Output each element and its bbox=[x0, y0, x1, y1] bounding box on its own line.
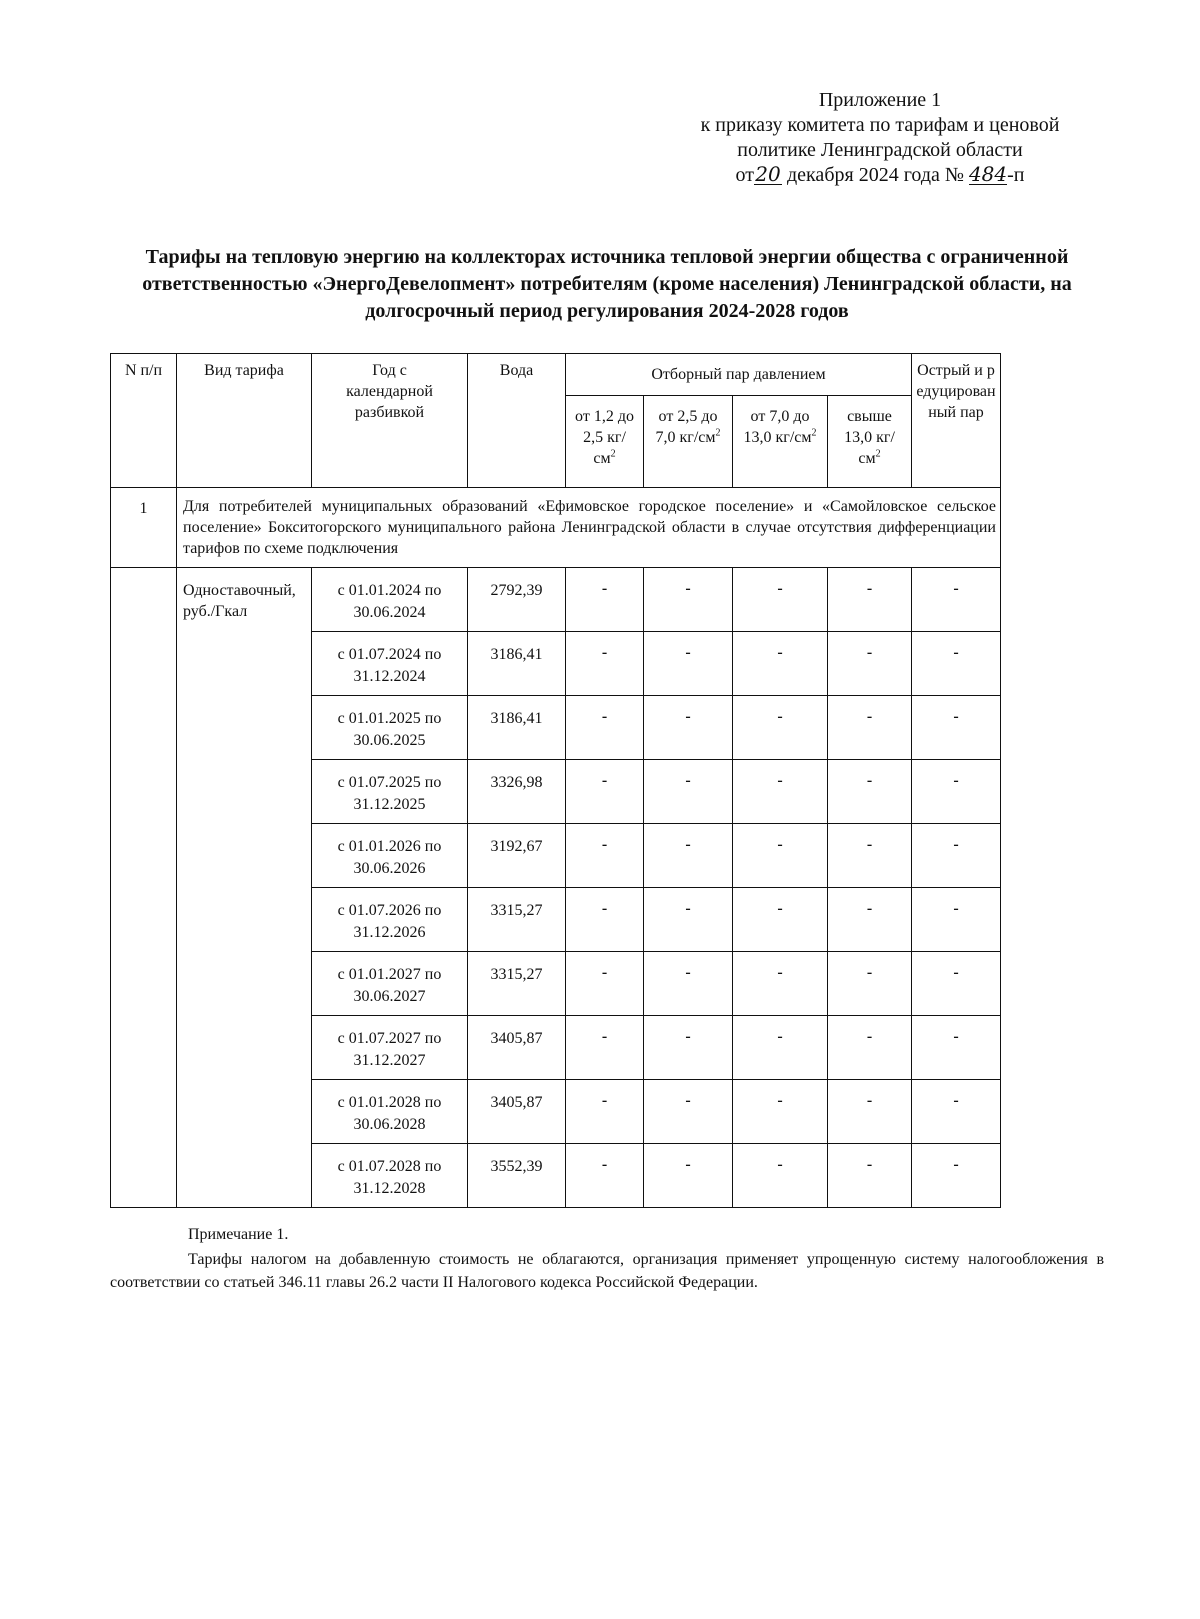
dash-value: - bbox=[685, 1028, 691, 1045]
steam-cell-3 bbox=[733, 1144, 828, 1208]
header-steam-4-label: свыше 13,0 кг/см bbox=[844, 408, 895, 467]
acute-steam-cell bbox=[912, 1080, 1001, 1144]
steam-cell-4 bbox=[828, 696, 912, 760]
steam-cell-3 bbox=[733, 568, 828, 632]
water-value: 3186,41 bbox=[490, 646, 543, 663]
dash-value: - bbox=[953, 644, 959, 661]
period-text: с 01.07.2024 по 31.12.2024 bbox=[337, 646, 442, 685]
dash-value: - bbox=[601, 644, 608, 661]
steam-cell-2 bbox=[644, 696, 733, 760]
water-value: 3552,39 bbox=[490, 1158, 543, 1175]
period-text: с 01.01.2027 по 30.06.2027 bbox=[337, 966, 442, 1005]
dash-value: - bbox=[866, 1092, 873, 1109]
dash-value: - bbox=[685, 900, 691, 917]
dash-value: - bbox=[866, 772, 873, 789]
steam-cell-1 bbox=[566, 824, 644, 888]
dash-value: - bbox=[601, 836, 608, 853]
dash-value: - bbox=[777, 900, 783, 917]
steam-cell-1 bbox=[566, 696, 644, 760]
period-text: с 01.01.2026 по 30.06.2026 bbox=[337, 838, 442, 877]
water-cell bbox=[468, 824, 566, 888]
date-rest: декабря 2024 года № bbox=[786, 164, 964, 186]
period-cell bbox=[312, 568, 468, 632]
appendix-line-3: политике Ленинградской области bbox=[737, 139, 1023, 161]
note-title: Примечание 1. bbox=[188, 1226, 289, 1243]
period-text: с 01.07.2028 по 31.12.2028 bbox=[337, 1158, 442, 1197]
note-text: Тарифы налогом на добавленную стоимость не облагаются, организация применяет упрощенную систему налогообложения в соответствии со статьей 346.11 главы 26.2 части II Налогового кодекса Российской Федерации. bbox=[110, 1251, 1104, 1291]
dash-value: - bbox=[866, 900, 873, 917]
date-day: 20 bbox=[755, 162, 781, 186]
dash-value: - bbox=[953, 836, 959, 853]
steam-cell-1 bbox=[566, 1016, 644, 1080]
water-cell bbox=[468, 1016, 566, 1080]
steam-cell-3 bbox=[733, 1080, 828, 1144]
dash-value: - bbox=[777, 1092, 783, 1109]
period-text: с 01.07.2027 по 31.12.2027 bbox=[337, 1030, 442, 1069]
steam-cell-4 bbox=[828, 1080, 912, 1144]
steam-cell-3 bbox=[733, 760, 828, 824]
steam-cell-2 bbox=[644, 824, 733, 888]
dash-value: - bbox=[601, 1156, 608, 1173]
steam-cell-4 bbox=[828, 568, 912, 632]
steam-cell-3 bbox=[733, 1016, 828, 1080]
dash-value: - bbox=[866, 836, 873, 853]
steam-cell-4 bbox=[828, 1144, 912, 1208]
period-cell bbox=[312, 1144, 468, 1208]
header-type: Вид тарифа bbox=[177, 354, 312, 488]
document-title: Тарифы на тепловую энергию на коллекторах источника тепловой энергии общества с ограниченной ответственностью «ЭнергоДевелопмент» потребителям (кроме населения) Ленинградской области, на долгосрочный период регулирования 2024-2028 годов bbox=[142, 246, 1072, 322]
steam-cell-3 bbox=[733, 952, 828, 1016]
water-cell bbox=[468, 1144, 566, 1208]
water-value: 3326,98 bbox=[490, 774, 543, 791]
header-steam-1-sup: 2 bbox=[610, 448, 616, 460]
acute-steam-cell bbox=[912, 824, 1001, 888]
dash-value: - bbox=[953, 1028, 959, 1045]
header-steam-group: Отборный пар давлением bbox=[566, 354, 912, 396]
acute-steam-cell bbox=[912, 568, 1001, 632]
dash-value: - bbox=[777, 836, 783, 853]
period-cell bbox=[312, 824, 468, 888]
period-cell bbox=[312, 696, 468, 760]
water-cell bbox=[468, 632, 566, 696]
order-suffix: -п bbox=[1007, 164, 1025, 186]
tariff-type-cell bbox=[177, 568, 312, 1208]
steam-cell-1 bbox=[566, 760, 644, 824]
water-cell bbox=[468, 760, 566, 824]
dash-value: - bbox=[777, 644, 783, 661]
acute-steam-cell bbox=[912, 888, 1001, 952]
period-text: с 01.07.2026 по 31.12.2026 bbox=[337, 902, 442, 941]
dash-value: - bbox=[601, 708, 608, 725]
dash-value: - bbox=[685, 1092, 691, 1109]
period-text: с 01.07.2025 по 31.12.2025 bbox=[337, 774, 442, 813]
header-steam-3 bbox=[733, 396, 828, 488]
order-number: 484 bbox=[968, 162, 1008, 186]
dash-value: - bbox=[953, 580, 959, 597]
period-cell bbox=[312, 888, 468, 952]
tariff-table bbox=[110, 353, 1001, 1208]
steam-cell-2 bbox=[644, 1080, 733, 1144]
dash-value: - bbox=[685, 772, 691, 789]
acute-steam-cell bbox=[912, 1144, 1001, 1208]
period-cell bbox=[312, 952, 468, 1016]
steam-cell-2 bbox=[644, 760, 733, 824]
steam-cell-2 bbox=[644, 568, 733, 632]
dash-value: - bbox=[601, 772, 608, 789]
header-steam-2-label: от 2,5 до 7,0 кг/см bbox=[655, 408, 718, 446]
steam-cell-3 bbox=[733, 888, 828, 952]
dash-value: - bbox=[601, 1092, 608, 1109]
acute-steam-cell bbox=[912, 952, 1001, 1016]
dash-value: - bbox=[777, 772, 783, 789]
water-value: 3315,27 bbox=[490, 966, 543, 983]
water-cell bbox=[468, 888, 566, 952]
water-cell bbox=[468, 952, 566, 1016]
dash-value: - bbox=[601, 580, 608, 597]
steam-cell-1 bbox=[566, 632, 644, 696]
header-steam-1 bbox=[566, 396, 644, 488]
steam-cell-2 bbox=[644, 632, 733, 696]
dash-value: - bbox=[685, 644, 691, 661]
steam-cell-3 bbox=[733, 632, 828, 696]
dash-value: - bbox=[777, 1028, 783, 1045]
appendix-header bbox=[640, 88, 1120, 188]
dash-value: - bbox=[866, 708, 873, 725]
header-steam-4-sup: 2 bbox=[875, 448, 881, 460]
acute-steam-cell bbox=[912, 696, 1001, 760]
steam-cell-4 bbox=[828, 1016, 912, 1080]
water-value: 3192,67 bbox=[490, 838, 543, 855]
period-text: с 01.01.2025 по 30.06.2025 bbox=[337, 710, 442, 749]
dash-value: - bbox=[777, 1156, 783, 1173]
dash-value: - bbox=[777, 964, 783, 981]
acute-steam-cell bbox=[912, 632, 1001, 696]
dash-value: - bbox=[601, 1028, 608, 1045]
dash-value: - bbox=[866, 1156, 873, 1173]
dash-value: - bbox=[953, 1156, 959, 1173]
steam-cell-4 bbox=[828, 824, 912, 888]
steam-cell-2 bbox=[644, 1016, 733, 1080]
period-cell bbox=[312, 1016, 468, 1080]
acute-steam-cell bbox=[912, 1016, 1001, 1080]
water-value: 2792,39 bbox=[490, 582, 543, 599]
header-steam-2-sup: 2 bbox=[715, 427, 721, 439]
group-description: Для потребителей муниципальных образований «Ефимовское городское поселение» и «Самойловское сельское поселение» Бокситогорского муниципального района Ленинградской области в случае отсутствия дифференциации тарифов по схеме подключения bbox=[177, 488, 1001, 568]
header-steam-3-label: от 7,0 до 13,0 кг/см bbox=[743, 408, 812, 446]
header-num: N п/п bbox=[111, 354, 177, 488]
acute-steam-cell bbox=[912, 760, 1001, 824]
period-text: с 01.01.2024 по 30.06.2024 bbox=[337, 582, 442, 621]
dash-value: - bbox=[953, 708, 959, 725]
period-text: с 01.01.2028 по 30.06.2028 bbox=[337, 1094, 442, 1133]
dash-value: - bbox=[685, 1156, 691, 1173]
tariff-type: Одноставочный, руб./Гкал bbox=[183, 582, 296, 620]
header-row-1 bbox=[111, 354, 1001, 396]
header-year: Год с календарной разбивкой bbox=[312, 354, 468, 488]
header-steam-2 bbox=[644, 396, 733, 488]
steam-cell-4 bbox=[828, 952, 912, 1016]
header-acute-steam: Острый и редуцированный пар bbox=[912, 354, 1001, 488]
group-row bbox=[111, 488, 1001, 568]
header-steam-4 bbox=[828, 396, 912, 488]
steam-cell-1 bbox=[566, 1080, 644, 1144]
dash-value: - bbox=[866, 580, 873, 597]
steam-cell-2 bbox=[644, 1144, 733, 1208]
steam-cell-4 bbox=[828, 632, 912, 696]
steam-cell-2 bbox=[644, 952, 733, 1016]
dash-value: - bbox=[866, 644, 873, 661]
appendix-date-line bbox=[640, 163, 1120, 188]
date-prefix: от bbox=[735, 164, 754, 186]
water-cell bbox=[468, 568, 566, 632]
header-steam-3-sup: 2 bbox=[811, 427, 817, 439]
tariff-row bbox=[111, 568, 1001, 632]
water-value: 3315,27 bbox=[490, 902, 543, 919]
dash-value: - bbox=[685, 708, 691, 725]
header-steam-1-label: от 1,2 до 2,5 кг/см bbox=[575, 408, 634, 467]
steam-cell-4 bbox=[828, 888, 912, 952]
water-value: 3186,41 bbox=[490, 710, 543, 727]
dash-value: - bbox=[685, 964, 691, 981]
dash-value: - bbox=[601, 900, 608, 917]
steam-cell-4 bbox=[828, 760, 912, 824]
dash-value: - bbox=[777, 708, 783, 725]
steam-cell-2 bbox=[644, 888, 733, 952]
dash-value: - bbox=[953, 964, 959, 981]
appendix-line-2: к приказу комитета по тарифам и ценовой bbox=[700, 114, 1060, 136]
water-value: 3405,87 bbox=[490, 1094, 543, 1111]
water-cell bbox=[468, 1080, 566, 1144]
dash-value: - bbox=[953, 1092, 959, 1109]
steam-cell-1 bbox=[566, 888, 644, 952]
period-cell bbox=[312, 1080, 468, 1144]
dash-value: - bbox=[866, 964, 873, 981]
steam-cell-3 bbox=[733, 696, 828, 760]
dash-value: - bbox=[866, 1028, 873, 1045]
water-value: 3405,87 bbox=[490, 1030, 543, 1047]
dash-value: - bbox=[601, 964, 608, 981]
period-cell bbox=[312, 632, 468, 696]
dash-value: - bbox=[685, 580, 691, 597]
header-water: Вода bbox=[468, 354, 566, 488]
steam-cell-1 bbox=[566, 952, 644, 1016]
group-number: 1 bbox=[111, 488, 177, 568]
water-cell bbox=[468, 696, 566, 760]
steam-cell-3 bbox=[733, 824, 828, 888]
row-number-cell bbox=[111, 568, 177, 1208]
dash-value: - bbox=[685, 836, 691, 853]
period-cell bbox=[312, 760, 468, 824]
dash-value: - bbox=[777, 580, 783, 597]
dash-value: - bbox=[953, 900, 959, 917]
appendix-line-1: Приложение 1 bbox=[818, 89, 942, 111]
dash-value: - bbox=[953, 772, 959, 789]
steam-cell-1 bbox=[566, 568, 644, 632]
steam-cell-1 bbox=[566, 1144, 644, 1208]
